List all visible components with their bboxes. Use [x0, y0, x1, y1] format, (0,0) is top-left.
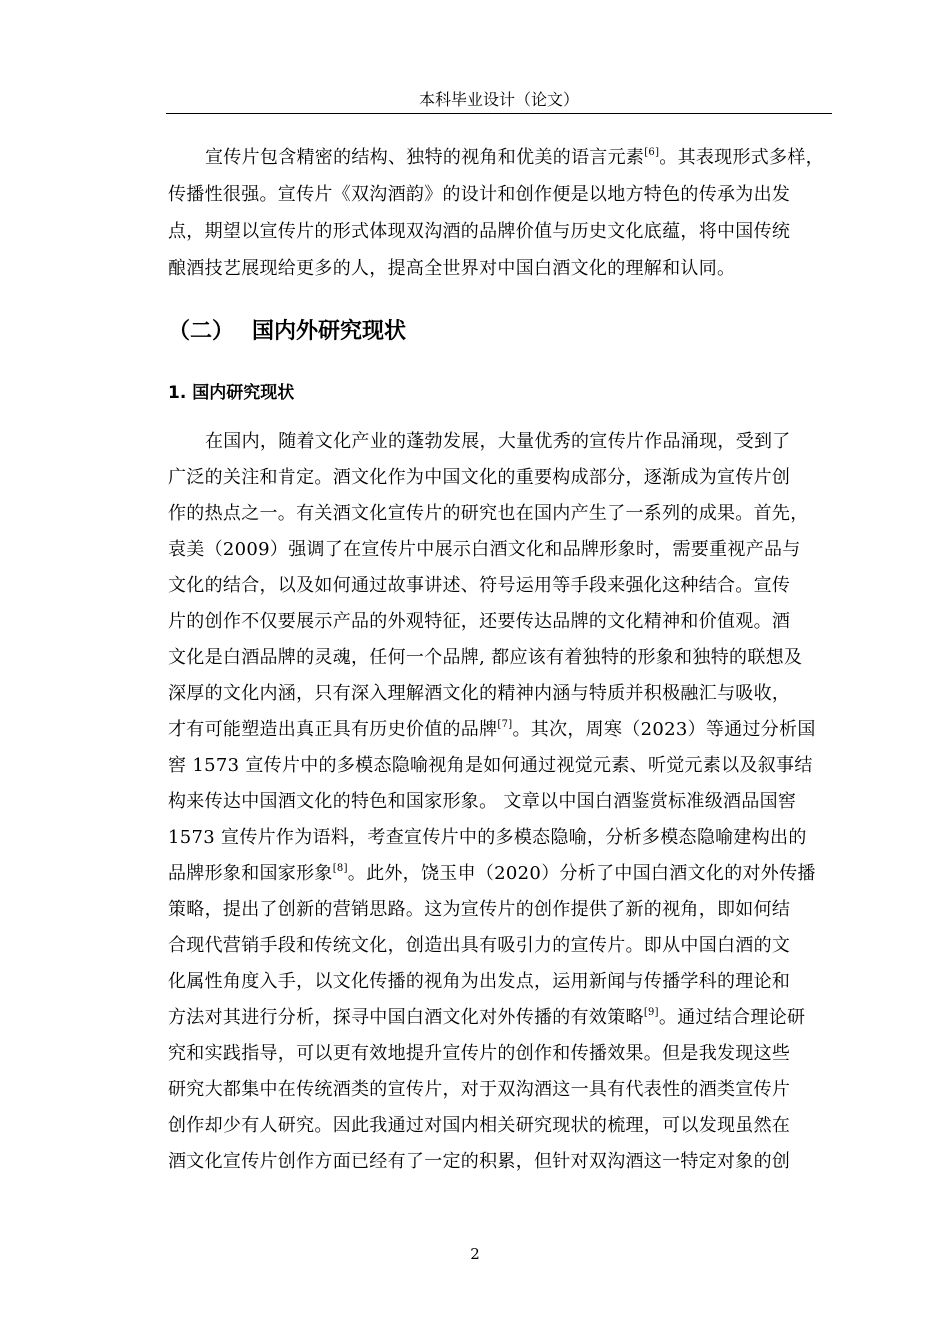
paragraph-line: 方法对其进行分析，探寻中国白酒文化对外传播的有效策略[9]。通过结合理论研 — [168, 1007, 806, 1028]
section-heading — [168, 317, 406, 347]
running-header: 本科毕业设计（论文） — [418, 90, 579, 109]
paragraph-line: 构来传达中国酒文化的特色和国家形象。 文章以中国白酒鉴赏标准级酒品国窖 — [168, 791, 797, 812]
section-title: 国内外研究现状 — [252, 319, 407, 344]
paragraph-line: 在国内，随着文化产业的蓬勃发展，大量优秀的宣传片作品涌现，受到了 — [205, 431, 791, 452]
paragraph-line: 才有可能塑造出真正具有历史价值的品牌[7]。其次，周寒（2023）等通过分析国 — [168, 719, 816, 740]
paragraph-line: 传播性很强。宣传片《双沟酒韵》的设计和创作便是以地方特色的传承为出发 — [168, 184, 791, 205]
paragraph-line: 策略，提出了创新的营销思路。这为宣传片的创作提供了新的视角，即如何结 — [168, 899, 791, 920]
header-divider — [166, 113, 832, 114]
paragraph-line: 文化的结合，以及如何通过故事讲述、符号运用等手段来强化这种结合。宣传 — [168, 575, 791, 596]
page-number: 2 — [470, 1245, 480, 1263]
paragraph-line: 袁美（2009）强调了在宣传片中展示白酒文化和品牌形象时，需要重视产品与 — [168, 539, 801, 560]
subsection-heading: 1. 国内研究现状 — [168, 383, 295, 403]
paragraph-line: 作的热点之一。有关酒文化宣传片的研究也在国内产生了一系列的成果。首先， — [168, 503, 809, 524]
paragraph-line: 酿酒技艺展现给更多的人，提高全世界对中国白酒文化的理解和认同。 — [168, 258, 736, 279]
paragraph-line: 创作却少有人研究。因此我通过对国内相关研究现状的梳理，可以发现虽然在 — [168, 1115, 791, 1136]
citation-ref: [7] — [497, 719, 513, 730]
paragraph-line: 文化是白酒品牌的灵魂，任何一个品牌, 都应该有着独特的形象和独特的联想及 — [168, 647, 803, 668]
paragraph-line: 酒文化宣传片创作方面已经有了一定的积累，但针对双沟酒这一特定对象的创 — [168, 1151, 791, 1172]
paragraph-line: 广泛的关注和肯定。酒文化作为中国文化的重要构成部分，逐渐成为宣传片创 — [168, 467, 791, 488]
paragraph-line: 窖 1573 宣传片中的多模态隐喻视角是如何通过视觉元素、听觉元素以及叙事结 — [168, 755, 813, 776]
paragraph-line: 点，期望以宣传片的形式体现双沟酒的品牌价值与历史文化底蕴，将中国传统 — [168, 221, 791, 242]
paragraph-line: 化属性角度入手，以文化传播的视角为出发点，运用新闻与传播学科的理论和 — [168, 971, 791, 992]
paragraph-line: 深厚的文化内涵，只有深入理解酒文化的精神内涵与特质并积极融汇与吸收， — [168, 683, 791, 704]
paragraph-line: 究和实践指导，可以更有效地提升宣传片的创作和传播效果。但是我发现这些 — [168, 1043, 791, 1064]
citation-ref: [9] — [643, 1007, 659, 1018]
section-number: （二） — [168, 319, 235, 344]
citation-ref: [6] — [644, 147, 660, 158]
paragraph-line: 1573 宣传片作为语料，考查宣传片中的多模态隐喻，分析多模态隐喻建构出的 — [168, 827, 807, 848]
paragraph-line: 合现代营销手段和传统文化，创造出具有吸引力的宣传片。即从中国白酒的文 — [168, 935, 791, 956]
paragraph-line: 片的创作不仅要展示产品的外观特征，还要传达品牌的文化精神和价值观。酒 — [168, 611, 791, 632]
paragraph-line: 宣传片包含精密的结构、独特的视角和优美的语言元素[6]。其表现形式多样， — [205, 147, 824, 168]
citation-ref: [8] — [332, 863, 348, 874]
paragraph-line: 品牌形象和国家形象[8]。此外，饶玉申（2020）分析了中国白酒文化的对外传播 — [168, 863, 816, 884]
paragraph-line: 研究大都集中在传统酒类的宣传片，对于双沟酒这一具有代表性的酒类宣传片 — [168, 1079, 791, 1100]
